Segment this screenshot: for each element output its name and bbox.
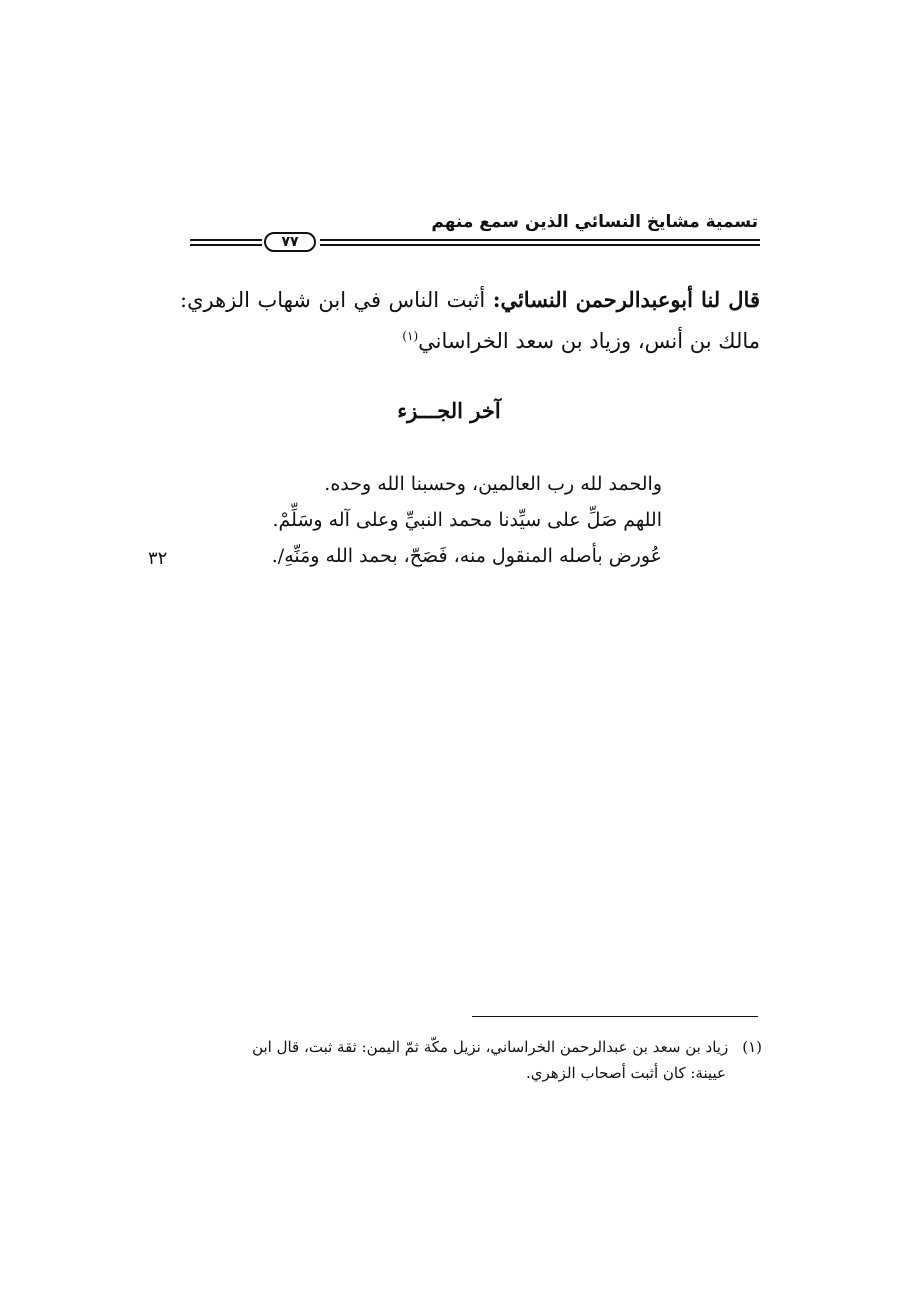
closing-line: عُورض بأصله المنقول منه، فَصَحّ، بحمد الله ومَنِّهِ/. (271, 545, 662, 567)
closing-line: اللهم صَلِّ على سيِّدنا محمد النبيِّ وعلى آله وسَلِّمْ. (272, 509, 662, 531)
closing-formula (242, 466, 662, 574)
rule-line-left-top (190, 239, 262, 241)
closing-line: والحمد لله رب العالمين، وحسبنا الله وحده. (324, 473, 662, 495)
page-number-badge: ٧٧ (264, 232, 316, 252)
footnote-reference[interactable]: (١) (402, 329, 419, 343)
rule-line-right-bottom (320, 244, 760, 246)
running-head: تسمية مشايخ النسائي الذين سمع منهم (431, 212, 758, 232)
footnote (182, 1034, 762, 1086)
rule-line-left-bottom (190, 244, 262, 246)
manuscript-folio-number: ٣٢ (148, 548, 168, 569)
footnote-text-line1: زياد بن سعد بن عبدالرحمن الخراساني، نزيل مكّة ثمّ اليمن: ثقة ثبت، قال ابن (252, 1038, 729, 1056)
main-paragraph (180, 282, 760, 359)
section-heading: آخر الجـــزء (397, 398, 501, 423)
rule-line-right-top (320, 239, 760, 241)
footnote-separator (472, 1016, 758, 1017)
footnote-number: (١) (742, 1038, 762, 1056)
paragraph-body: أثبت الناس في ابن شهاب الزهري: مالك بن أنس، وزياد بن سعد الخراساني (180, 288, 760, 353)
footnote-text-line2: عيينة: كان أثبت أصحاب الزهري. (525, 1064, 726, 1082)
paragraph-lead: قال لنا أبوعبدالرحمن النسائي: (492, 287, 760, 312)
header-rule (190, 232, 760, 254)
